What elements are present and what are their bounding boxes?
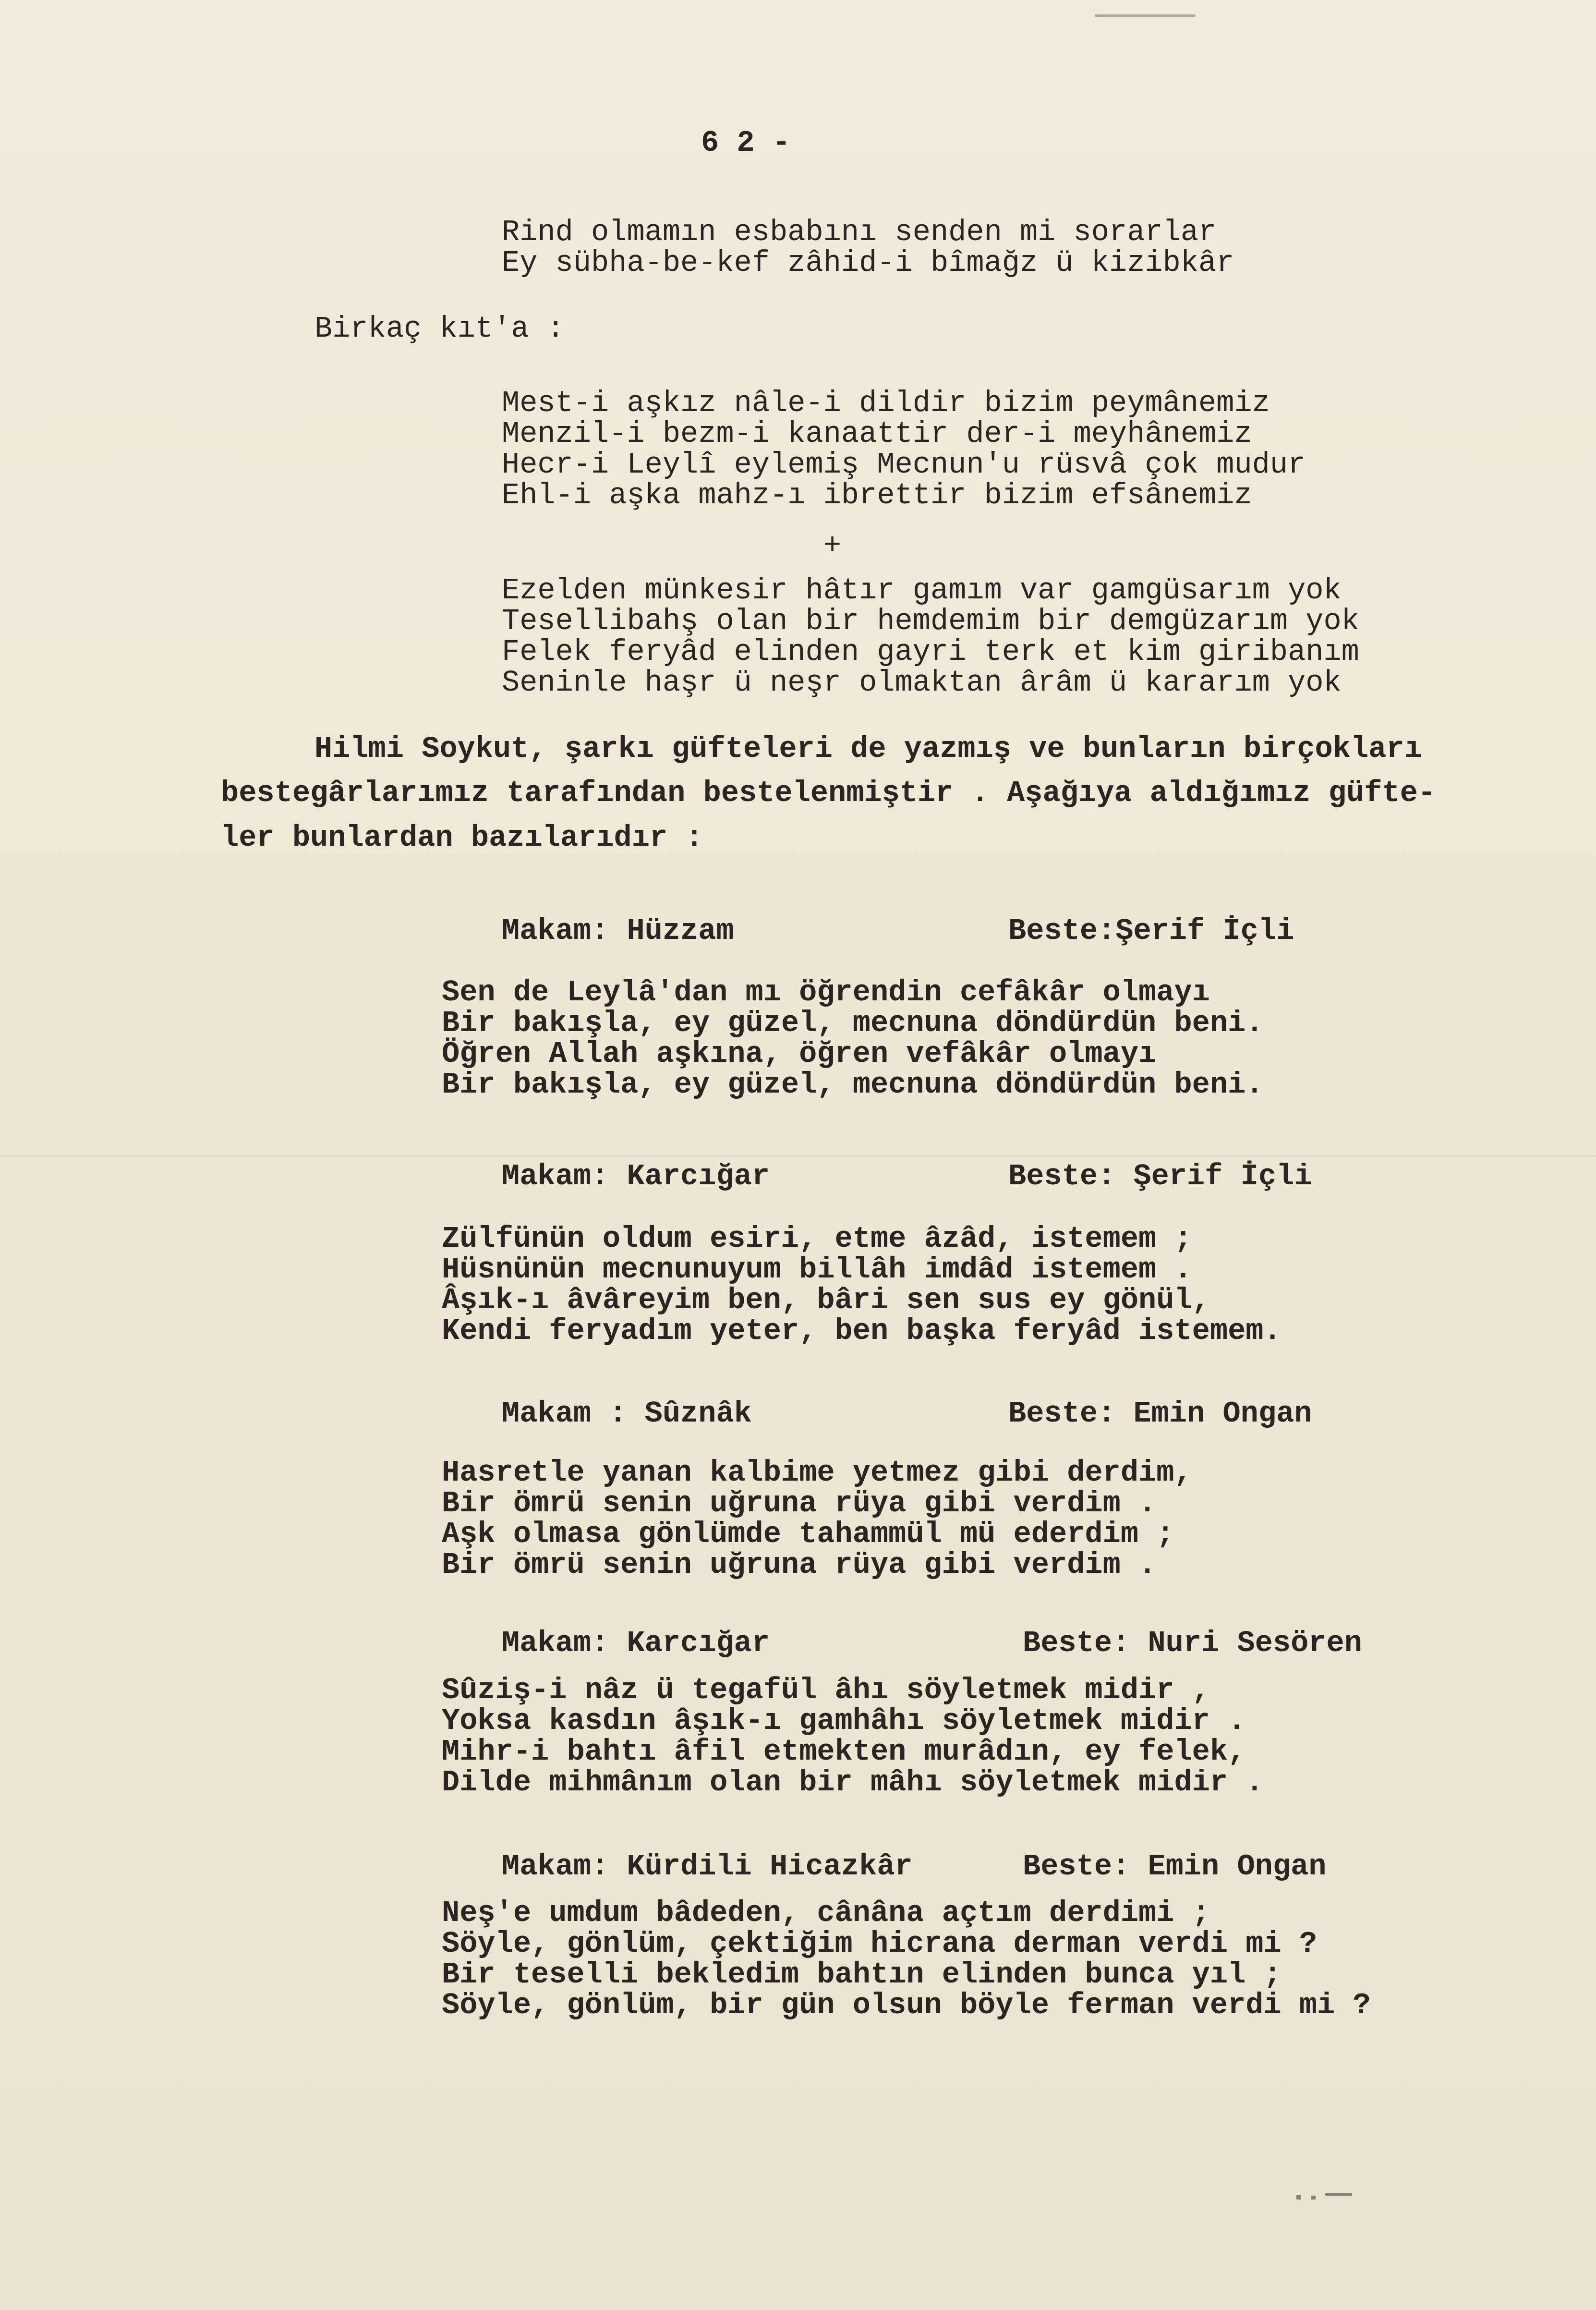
stanza-separator: +: [823, 529, 842, 563]
section-heading-birkac-kita: Birkaç kıt'a :: [314, 312, 565, 346]
song-lyric-line: Hüsnünün mecnunuyum billâh imdâd istemem .: [442, 1252, 1192, 1287]
quatrain-line: Felek feryâd elinden gayri terk et kim giribanım: [502, 635, 1359, 669]
song-makam-label: Makam: Karcığar: [502, 1159, 770, 1193]
song-lyric-line: Mihr-i bahtı âfil etmekten murâdın, ey felek,: [442, 1735, 1246, 1769]
song-lyric-line: Yoksa kasdın âşık-ı gamhâhı söyletmek midir .: [442, 1704, 1246, 1738]
song-lyric-line: Sen de Leylâ'dan mı öğrendin cefâkâr olmayı: [442, 975, 1210, 1009]
ink-speck: [1296, 2195, 1301, 2200]
quatrain-line: Seninle haşr ü neşr olmaktan ârâm ü kararım yok: [502, 666, 1342, 700]
song-lyric-line: Söyle, gönlüm, bir gün olsun böyle ferman verdi mi ?: [442, 1988, 1371, 2022]
song-lyric-line: Hasretle yanan kalbime yetmez gibi derdim,: [442, 1456, 1192, 1490]
ink-speck: [1311, 2196, 1316, 2200]
quatrain-line: Ezelden münkesir hâtır gamım var gamgüsarım yok: [502, 573, 1342, 608]
song-makam-label: Makam: Kürdili Hicazkâr: [502, 1849, 913, 1884]
ink-speck: [1325, 2193, 1352, 2196]
paragraph-line: bestegârlarımız tarafından bestelenmiştir . Aşağıya aldığımız güfte-: [221, 776, 1436, 810]
song-lyric-line: Bir bakışla, ey güzel, mecnuna döndürdün beni.: [442, 1068, 1264, 1102]
song-lyric-line: Âşık-ı âvâreyim ben, bâri sen sus ey gönül,: [442, 1283, 1210, 1317]
quatrain-line: Ehl-i aşka mahz-ı ibrettir bizim efsânemiz: [502, 478, 1252, 512]
song-beste-label: Beste: Emin Ongan: [1023, 1849, 1327, 1884]
paragraph-line: Hilmi Soykut, şarkı güfteleri de yazmış ve bunların birçokları: [314, 732, 1422, 766]
song-lyric-line: Bir ömrü senin uğruna rüya gibi verdim .: [442, 1548, 1157, 1582]
song-lyric-line: Bir ömrü senin uğruna rüya gibi verdim .: [442, 1486, 1157, 1520]
opening-couplet-line: Ey sübha-be-kef zâhid-i bîmağz ü kizibkâr: [502, 246, 1234, 280]
song-beste-label: Beste: Emin Ongan: [1008, 1397, 1312, 1431]
quatrain-line: Tesellibahş olan bir hemdemim bir demgüzarım yok: [502, 604, 1359, 638]
song-lyric-line: Bir teselli bekledim bahtın elinden bunca yıl ;: [442, 1957, 1282, 1992]
song-lyric-line: Öğren Allah aşkına, öğren vefâkâr olmayı: [442, 1037, 1157, 1071]
song-beste-label: Beste: Şerif İçli: [1008, 1159, 1312, 1193]
song-makam-label: Makam : Sûznâk: [502, 1397, 752, 1431]
song-lyric-line: Dilde mihmânım olan bir mâhı söyletmek midir .: [442, 1765, 1264, 1799]
song-makam-label: Makam: Karcığar: [502, 1626, 770, 1660]
quatrain-line: Mest-i aşkız nâle-i dildir bizim peymânemiz: [502, 386, 1270, 420]
song-lyric-line: Söyle, gönlüm, çektiğim hicrana derman verdi mi ?: [442, 1927, 1318, 1961]
page-number: 6 2 -: [701, 126, 791, 160]
song-lyric-line: Sûziş-i nâz ü tegafül âhı söyletmek midir ,: [442, 1673, 1210, 1707]
song-lyric-line: Aşk olmasa gönlümde tahammül mü ederdim ;: [442, 1517, 1174, 1551]
song-lyric-line: Zülfünün oldum esiri, etme âzâd, istemem ;: [442, 1222, 1192, 1256]
paper-fold-line: [0, 1155, 1596, 1157]
ink-speck: [1095, 14, 1196, 17]
song-lyric-line: Bir bakışla, ey güzel, mecnuna döndürdün beni.: [442, 1006, 1264, 1040]
song-lyric-line: Neş'e umdum bâdeden, cânâna açtım derdimi ;: [442, 1896, 1210, 1930]
song-makam-label: Makam: Hüzzam: [502, 914, 734, 948]
song-lyric-line: Kendi feryadım yeter, ben başka feryâd istemem.: [442, 1314, 1282, 1348]
paragraph-line: ler bunlardan bazılarıdır :: [221, 821, 703, 855]
quatrain-line: Hecr-i Leylî eylemiş Mecnun'u rüsvâ çok mudur: [502, 448, 1306, 482]
quatrain-line: Menzil-i bezm-i kanaattir der-i meyhânemiz: [502, 417, 1252, 451]
song-beste-label: Beste:Şerif İçli: [1008, 914, 1294, 948]
opening-couplet-line: Rind olmamın esbabını senden mi sorarlar: [502, 215, 1217, 249]
song-beste-label: Beste: Nuri Sesören: [1023, 1626, 1362, 1660]
